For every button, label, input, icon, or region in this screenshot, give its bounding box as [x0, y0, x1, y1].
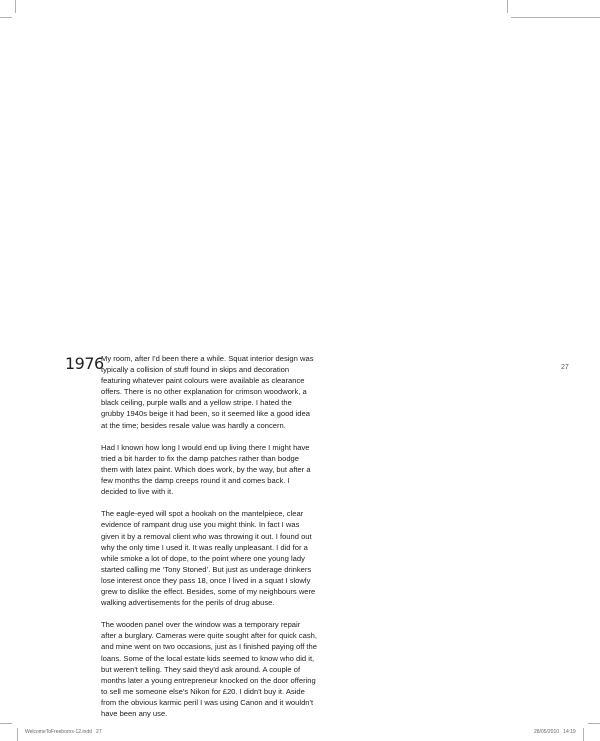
slug-filename: WelcomeToFreeborns-12.indd 27 [25, 729, 102, 735]
crop-mark-bottom-right-horizontal [588, 723, 600, 724]
paragraph: The wooden panel over the window was a temporary repair after a burglary. Cameras were quite sought after for quick cash, and mine went on two occasions, just as I finished paying off the loans. Some of the local estate kids seemed to know who did it, but weren't telling. They said they'd ask around. A couple of months later a young entrepreneur knocked on the door offering to sell me someone else's Nikon for £20. I didn't buy it. Aside from the obvious karmic peril I was using Canon and it wouldn't have been any use. [101, 620, 317, 718]
page-number: 27 [561, 364, 569, 371]
paragraph: The eagle-eyed will spot a hookah on the mantelpiece, clear evidence of rampant drug use you might think. In fact I was given it by a removal client who was throwing it out. I found out why the only time I used it. It was really unpleasant. I did for a while smoke a lot of dope, to the point where one young lady started calling me ‘Tony Stoned’. But just as underage drinkers lose interest once they pass 18, once I lived in a squat I slowly grew to dislike the effect. Besides, some of my neighbours were walking advertisements for the perils of drug abuse. [101, 509, 316, 608]
body-text [101, 353, 317, 730]
slug-timestamp: 28/05/2010 14:19 [534, 729, 576, 735]
paragraph: Had I known how long I would end up living there I might have tried a bit harder to fix the damp patches rather than bodge them with latex paint. Which does work, by the way, but after a few months the damp creeps round it and comes back. I decided to live with it. [101, 442, 311, 497]
crop-mark-top-right-vertical [507, 0, 508, 13]
crop-mark-top-left-vertical [15, 0, 16, 13]
crop-mark-bottom-left-horizontal [0, 723, 12, 724]
crop-mark-top-right-horizontal [511, 17, 600, 18]
crop-mark-top-left-horizontal [0, 17, 12, 18]
crop-mark-bottom-left-vertical [17, 728, 18, 741]
crop-mark-bottom-right-vertical [583, 728, 584, 741]
paragraph: My room, after I'd been there a while. Squat interior design was typically a collision of stuff found in skips and decoration featuring whatever paint colours were available as clearance offers. There is no other explanation for crimson woodwork, a black ceiling, purple walls and a yellow stripe. I hated the grubby 1940s beige it had been, so it seemed like a good idea at the time; besides resale value was hardly a concern. [101, 354, 314, 430]
year-heading: 1976 [65, 354, 104, 373]
